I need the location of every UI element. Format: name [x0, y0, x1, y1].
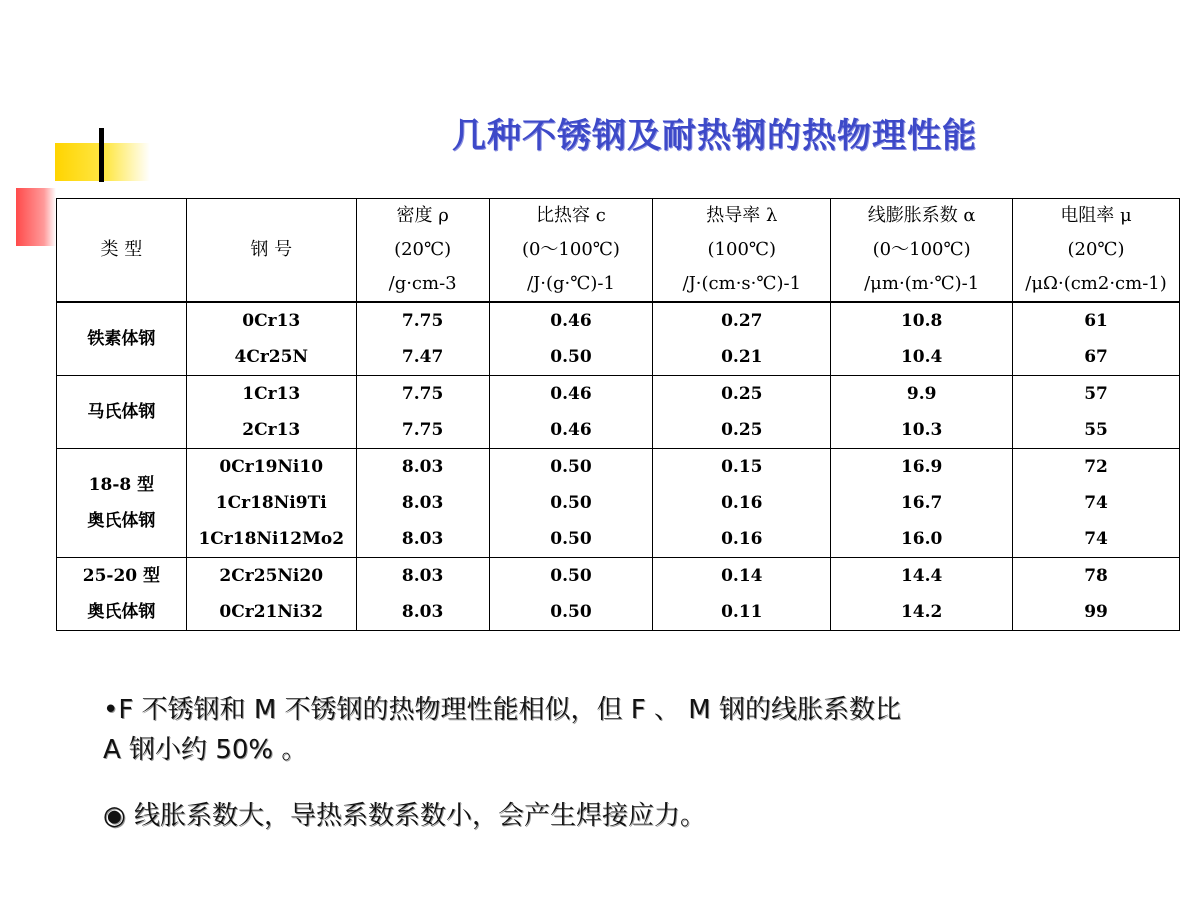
- heat-cell: 0.50 0.50 0.50: [489, 449, 653, 558]
- header-type: 类 型: [57, 199, 187, 303]
- conductivity-cell: 0.15 0.16 0.16: [653, 449, 831, 558]
- heat-cell: 0.46 0.50: [489, 302, 653, 376]
- heat-cell: 0.46 0.46: [489, 376, 653, 449]
- bullet-1-line-2: A 钢小约 50% 。: [103, 735, 308, 765]
- expansion-cell: 16.9 16.7 16.0: [831, 449, 1013, 558]
- properties-table: [56, 198, 1180, 631]
- expansion-cell: 10.8 10.4: [831, 302, 1013, 376]
- table-row: [57, 558, 1180, 631]
- group-name: 18-8 型 奥氏体钢: [57, 449, 187, 558]
- grade-cell: 2Cr25Ni20 0Cr21Ni32: [186, 558, 356, 631]
- resistivity-cell: 78 99: [1013, 558, 1180, 631]
- grade-cell: 1Cr13 2Cr13: [186, 376, 356, 449]
- decorative-black-bar: [99, 128, 104, 182]
- conductivity-cell: 0.27 0.21: [653, 302, 831, 376]
- bullet-1-line-1: •F 不锈钢和 M 不锈钢的热物理性能相似，但 F 、 M 钢的线胀系数比: [103, 695, 901, 725]
- group-name: 铁素体钢: [57, 302, 187, 376]
- grade-cell: 0Cr13 4Cr25N: [186, 302, 356, 376]
- header-expansion: 线膨胀系数 α (0～100℃) /μm·(m·℃)-1: [831, 199, 1013, 303]
- density-cell: 7.75 7.47: [356, 302, 489, 376]
- bullet-2: ◉ 线胀系数大，导热系数系数小，会产生焊接应力。: [103, 801, 706, 831]
- decorative-red-block: [16, 188, 56, 246]
- header-specific-heat: 比热容 c (0～100℃) /J·(g·℃)-1: [489, 199, 653, 303]
- resistivity-cell: 72 74 74: [1013, 449, 1180, 558]
- notes: [103, 690, 1123, 836]
- conductivity-cell: 0.25 0.25: [653, 376, 831, 449]
- header-resistivity: 电阻率 μ (20℃) /μΩ·(cm2·cm-1): [1013, 199, 1180, 303]
- heat-cell: 0.50 0.50: [489, 558, 653, 631]
- table-header-row: [57, 199, 1180, 303]
- slide-title: 几种不锈钢及耐热钢的热物理性能: [452, 116, 977, 156]
- conductivity-cell: 0.14 0.11: [653, 558, 831, 631]
- expansion-cell: 14.4 14.2: [831, 558, 1013, 631]
- table-row: [57, 302, 1180, 376]
- table-row: [57, 376, 1180, 449]
- density-cell: 7.75 7.75: [356, 376, 489, 449]
- grade-cell: 0Cr19Ni10 1Cr18Ni9Ti 1Cr18Ni12Mo2: [186, 449, 356, 558]
- table-row: [57, 449, 1180, 558]
- group-name: 马氏体钢: [57, 376, 187, 449]
- header-grade: 钢 号: [186, 199, 356, 303]
- density-cell: 8.03 8.03 8.03: [356, 449, 489, 558]
- expansion-cell: 9.9 10.3: [831, 376, 1013, 449]
- resistivity-cell: 57 55: [1013, 376, 1180, 449]
- group-name: 25-20 型 奥氏体钢: [57, 558, 187, 631]
- resistivity-cell: 61 67: [1013, 302, 1180, 376]
- bullet-1: [103, 690, 1123, 770]
- density-cell: 8.03 8.03: [356, 558, 489, 631]
- header-density: 密度 ρ (20℃) /g·cm-3: [356, 199, 489, 303]
- header-thermal-conductivity: 热导率 λ (100℃) /J·(cm·s·℃)-1: [653, 199, 831, 303]
